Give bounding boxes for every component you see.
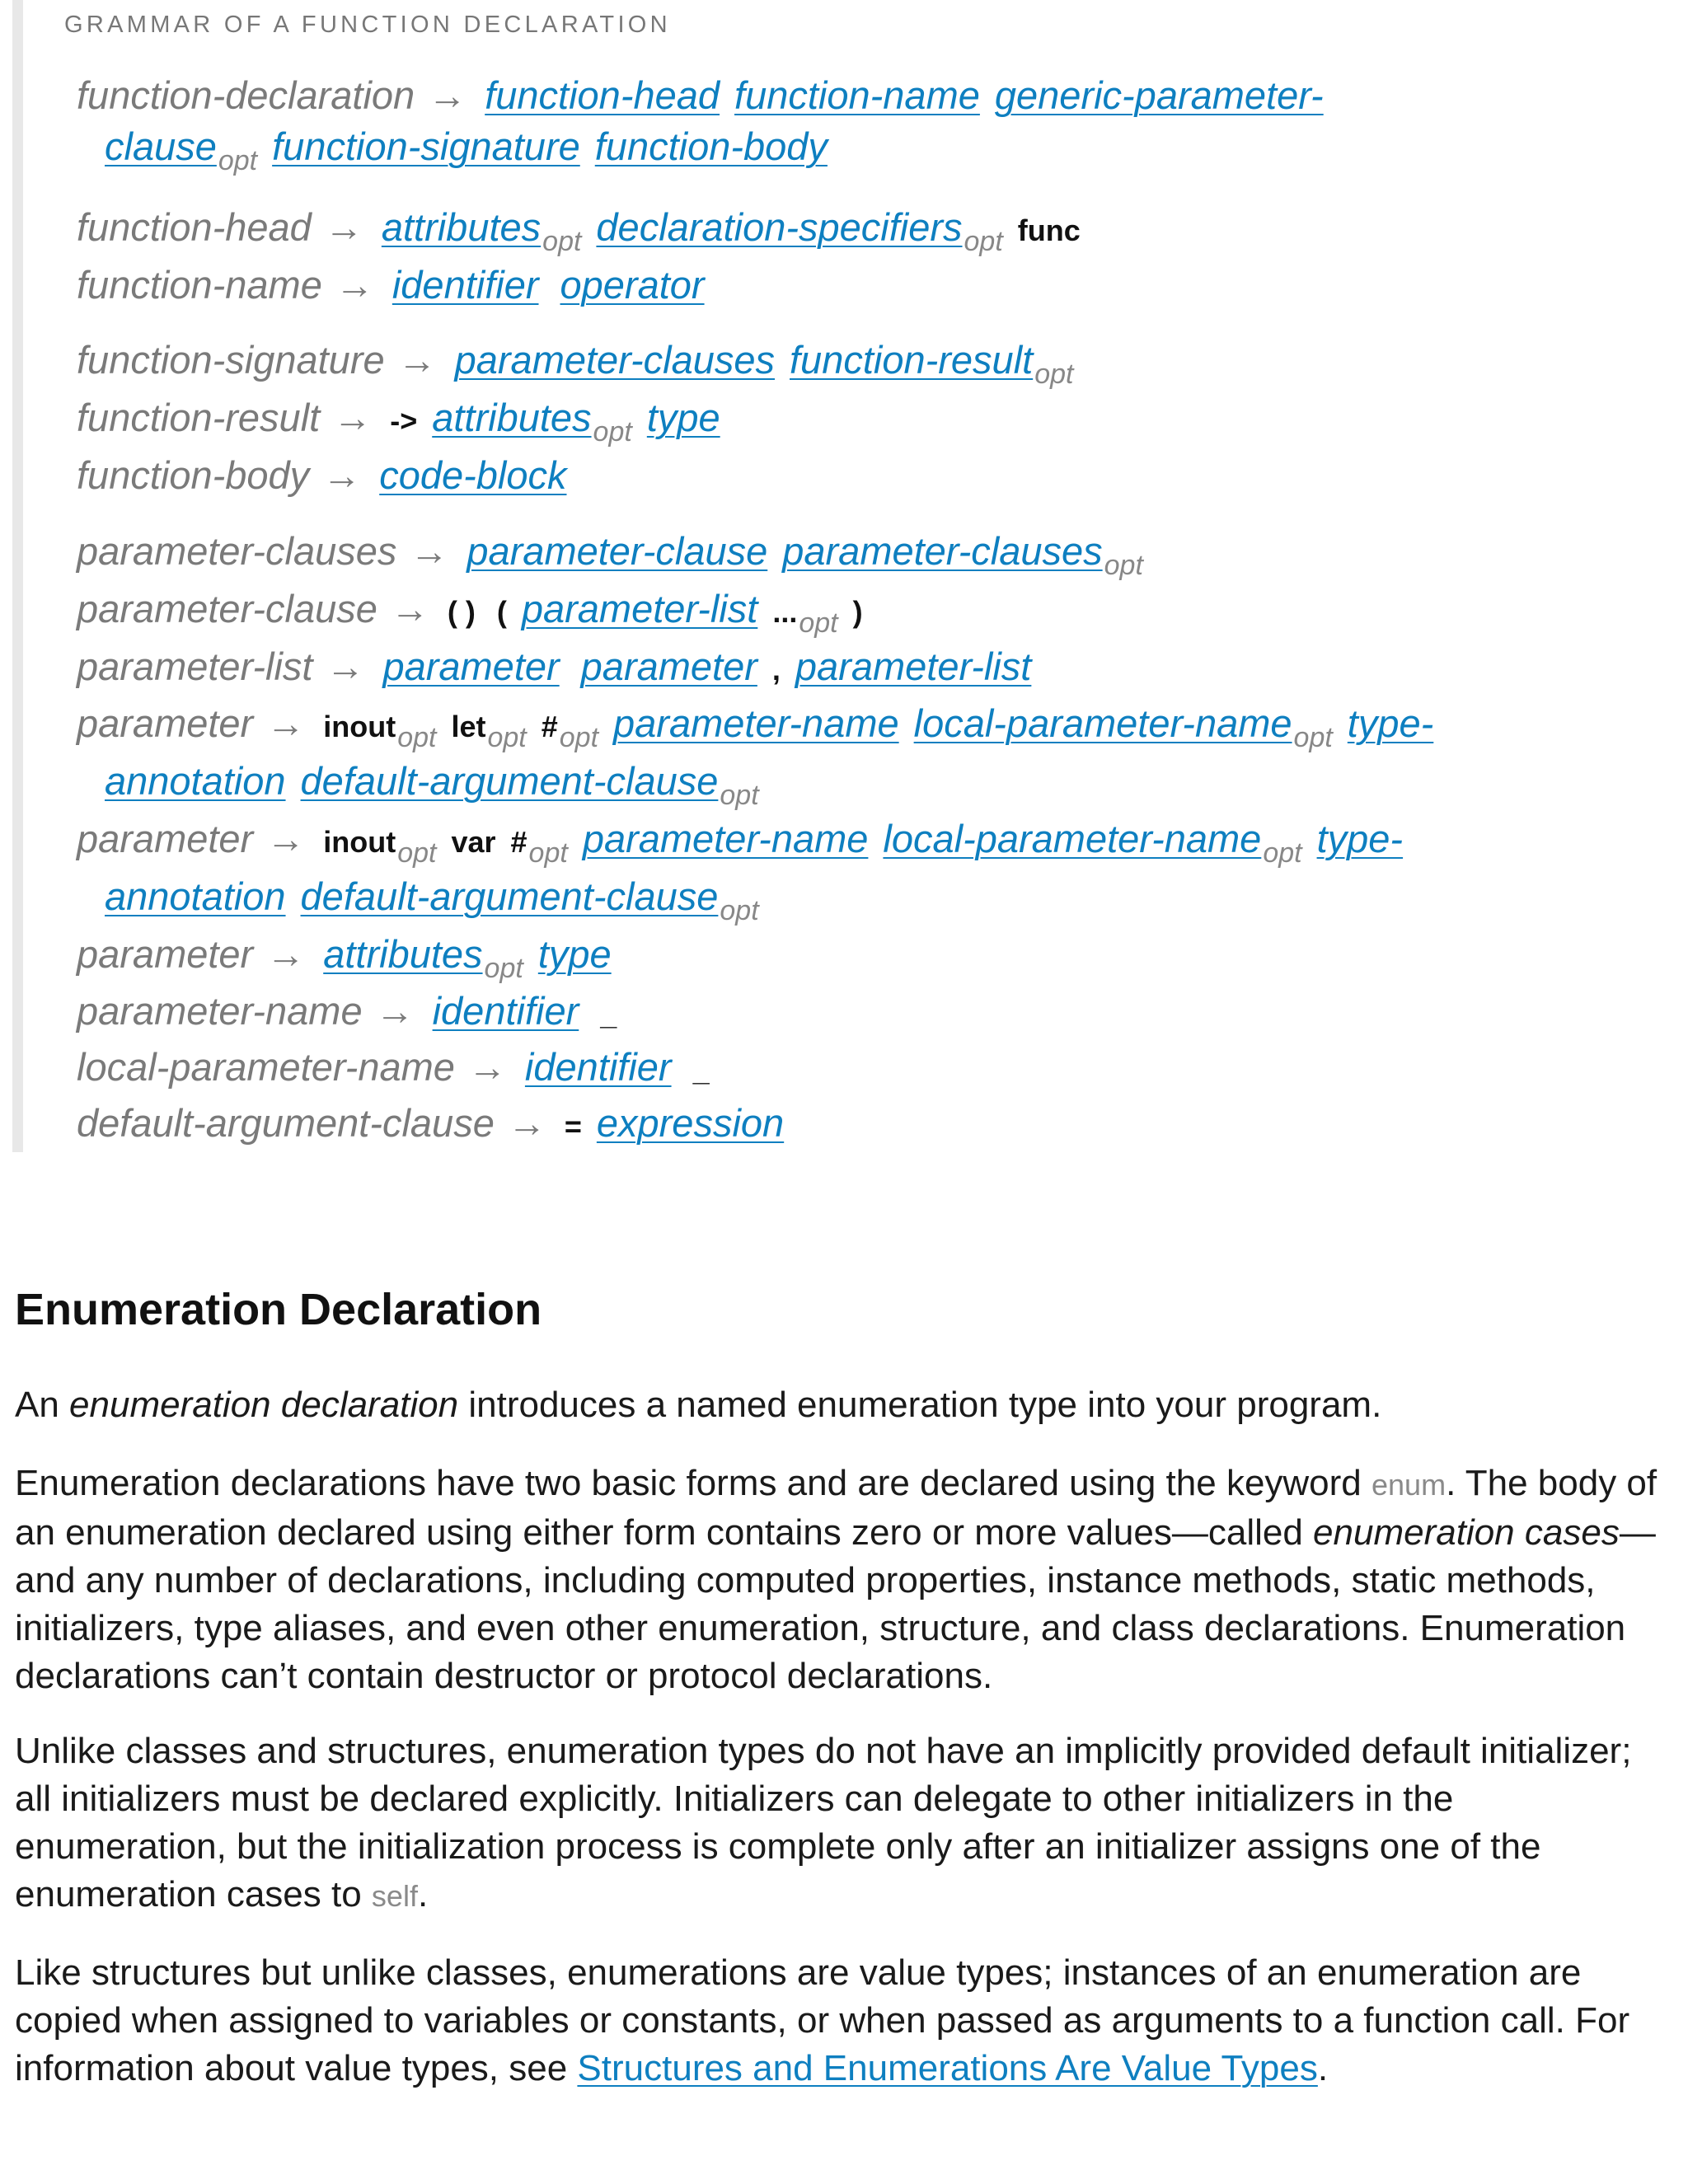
opt-marker: opt (720, 780, 759, 811)
link-identifier[interactable]: identifier (432, 989, 579, 1033)
opt-marker: opt (593, 416, 632, 448)
link-identifier[interactable]: identifier (392, 263, 539, 307)
rule-parameter-clause (77, 587, 863, 639)
link-parameter[interactable]: parameter (382, 644, 560, 688)
literal-arrow: -> (390, 404, 418, 438)
opt-marker: opt (964, 226, 1003, 257)
link-declaration-specifiers[interactable]: declaration-specifiers (596, 205, 963, 249)
rule-name: local-parameter-name (77, 1045, 455, 1089)
link-default-argument-clause[interactable]: default-argument-clause (300, 874, 719, 918)
rule-local-parameter-name (77, 1045, 710, 1089)
link-type-annotation-cont[interactable]: annotation (105, 759, 286, 803)
text: Unlike classes and structures, enumeration types do not have an implicitly provided default initializer; all initializers must be declared explicitly. Initializers can delegate to other initializers in the enumeration, but the initialization process is complete only after an initializer assigns one of the enumeration cases to (15, 1731, 1632, 1915)
link-structures-and-enumerations[interactable]: Structures and Enumerations Are Value Types (577, 2048, 1318, 2088)
text: . The body of an enumeration declared using either form contains zero or more values—called (15, 1463, 1658, 1553)
link-function-body[interactable]: function-body (594, 124, 828, 168)
code-keyword-enum: enum (1372, 1468, 1447, 1502)
rule-parameter-clauses (77, 529, 1143, 581)
literal-let: let (451, 710, 486, 743)
link-code-block[interactable]: code-block (379, 453, 567, 497)
link-function-signature[interactable]: function-signature (272, 124, 580, 168)
literal-underscore: _ (600, 997, 617, 1031)
code-keyword-self: self (371, 1879, 418, 1913)
arrow-icon: → (375, 989, 415, 1033)
rule-name: parameter (77, 817, 254, 860)
rule-name: parameter (77, 701, 254, 745)
text: . (417, 1874, 429, 1915)
arrow-icon: → (266, 932, 306, 976)
opt-marker: opt (542, 226, 582, 257)
emphasis: enumeration declaration (69, 1385, 459, 1425)
rule-function-declaration (77, 73, 1324, 117)
link-parameter-clause[interactable]: parameter-clause (467, 529, 768, 573)
link-type[interactable]: type (537, 932, 612, 976)
link-function-name[interactable]: function-name (734, 73, 980, 117)
opt-marker: opt (218, 145, 258, 176)
link-parameter-name[interactable]: parameter-name (613, 701, 899, 745)
literal-equals: = (564, 1109, 582, 1143)
arrow-icon: → (266, 701, 306, 745)
rule-name: parameter-name (77, 989, 363, 1033)
link-parameter-list[interactable]: parameter-list (795, 644, 1032, 688)
opt-marker: opt (397, 722, 437, 753)
opt-marker: opt (397, 837, 437, 869)
paragraph-intro (15, 1381, 1672, 1429)
rule-function-head (77, 205, 1081, 257)
arrow-icon: → (507, 1101, 546, 1145)
arrow-icon: → (397, 338, 437, 382)
opt-marker: opt (484, 953, 523, 984)
arrow-icon: → (326, 644, 365, 688)
rule-name: default-argument-clause (77, 1101, 495, 1145)
link-parameter-clauses[interactable]: parameter-clauses (454, 338, 775, 382)
rule-default-argument-clause (77, 1101, 785, 1145)
rule-parameter-list (77, 644, 1032, 688)
rule-name: parameter-list (77, 644, 313, 688)
link-local-parameter-name[interactable]: local-parameter-name (883, 817, 1262, 860)
rule-name: function-name (77, 263, 322, 307)
rule-parameter-attributes (77, 932, 612, 984)
link-generic-parameter-clause-cont[interactable]: clause (105, 124, 217, 168)
rule-name: function-head (77, 205, 312, 249)
link-type-annotation[interactable]: type- (1316, 817, 1404, 860)
rule-parameter-var-cont (105, 874, 759, 926)
text: An (15, 1385, 70, 1425)
literal-inout: inout (323, 710, 396, 743)
link-attributes[interactable]: attributes (381, 205, 542, 249)
text: —and any number of declarations, including computed properties, instance methods, static methods, initializers, type aliases, and even other enumeration, structure, and class declarations. Enumeration declarations can’t contain destructor or protocol declarations. (15, 1512, 1656, 1696)
rule-function-signature (77, 338, 1074, 390)
rule-parameter-var (77, 817, 1404, 869)
literal-empty-parens: ( ) (447, 595, 476, 629)
literal-close-paren: ) (852, 595, 863, 629)
link-local-parameter-name[interactable]: local-parameter-name (913, 701, 1292, 745)
literal-ellipsis: ... (772, 595, 798, 629)
opt-marker: opt (528, 837, 568, 869)
arrow-icon: → (467, 1045, 507, 1089)
rule-name: parameter-clauses (77, 529, 397, 573)
arrow-icon: → (390, 587, 429, 630)
rule-function-body (77, 453, 567, 497)
grammar-title: GRAMMAR OF A FUNCTION DECLARATION (64, 12, 671, 38)
rule-name: parameter (77, 932, 254, 976)
literal-comma: , (771, 653, 781, 687)
section-heading: Enumeration Declaration (15, 1285, 542, 1334)
opt-marker: opt (720, 895, 759, 926)
text: . (1317, 2048, 1329, 2088)
literal-func: func (1017, 213, 1081, 247)
rule-function-result (77, 396, 720, 448)
link-attributes[interactable]: attributes (432, 396, 592, 439)
arrow-icon: → (322, 453, 362, 497)
link-parameter-clauses[interactable]: parameter-clauses (782, 529, 1103, 573)
link-function-head[interactable]: function-head (485, 73, 720, 117)
arrow-icon: → (335, 263, 374, 307)
rule-name: function-result (77, 396, 321, 439)
link-parameter[interactable]: parameter (580, 644, 757, 688)
link-default-argument-clause[interactable]: default-argument-clause (300, 759, 719, 803)
literal-inout: inout (323, 825, 396, 859)
paragraph-value-types (15, 1949, 1672, 2093)
link-identifier[interactable]: identifier (524, 1045, 672, 1089)
text: introduces a named enumeration type into your program. (458, 1385, 1382, 1425)
rule-parameter-let (77, 701, 1434, 753)
link-operator[interactable]: operator (560, 263, 705, 307)
opt-marker: opt (1293, 722, 1333, 753)
link-function-result[interactable]: function-result (790, 338, 1034, 382)
literal-hash: # (510, 825, 528, 859)
literal-var: var (451, 825, 496, 859)
rule-name: parameter-clause (77, 587, 377, 630)
link-attributes[interactable]: attributes (323, 932, 483, 976)
grammar-box (12, 0, 1474, 1152)
opt-marker: opt (487, 722, 527, 753)
paragraph-initializers (15, 1727, 1672, 1920)
arrow-icon: → (266, 817, 306, 860)
link-expression[interactable]: expression (596, 1101, 785, 1145)
paragraph-forms (15, 1460, 1672, 1700)
literal-hash: # (541, 710, 558, 743)
rule-name: function-body (77, 453, 310, 497)
literal-underscore: _ (692, 1053, 710, 1087)
arrow-icon: → (410, 529, 449, 573)
arrow-icon: → (428, 73, 467, 117)
rule-parameter-name (77, 989, 617, 1033)
rule-function-name (77, 263, 705, 307)
rule-name: function-signature (77, 338, 385, 382)
arrow-icon: → (324, 205, 363, 249)
opt-marker: opt (1263, 837, 1302, 869)
emphasis: enumeration cases (1313, 1512, 1620, 1553)
opt-marker: opt (1034, 359, 1074, 390)
link-parameter-list[interactable]: parameter-list (521, 587, 758, 630)
opt-marker: opt (799, 607, 838, 639)
link-type-annotation-cont[interactable]: annotation (105, 874, 286, 918)
link-generic-parameter-clause[interactable]: generic-parameter- (994, 73, 1324, 117)
rule-parameter-let-cont (105, 759, 759, 811)
text: Enumeration declarations have two basic forms and are declared using the keyword (15, 1463, 1372, 1503)
rule-function-declaration-cont (105, 124, 828, 176)
arrow-icon: → (333, 396, 373, 439)
link-parameter-name[interactable]: parameter-name (582, 817, 869, 860)
link-type[interactable]: type (646, 396, 720, 439)
rule-name: function-declaration (77, 73, 415, 117)
link-type-annotation[interactable]: type- (1347, 701, 1434, 745)
literal-open-paren: ( (496, 595, 507, 629)
text: Like structures but unlike classes, enumerations are value types; instances of an enumeration are copied when assigned to variables or constants, or when passed as arguments to a function call. For information about value types, see (15, 1952, 1630, 2088)
opt-marker: opt (1104, 550, 1143, 581)
opt-marker: opt (559, 722, 599, 753)
